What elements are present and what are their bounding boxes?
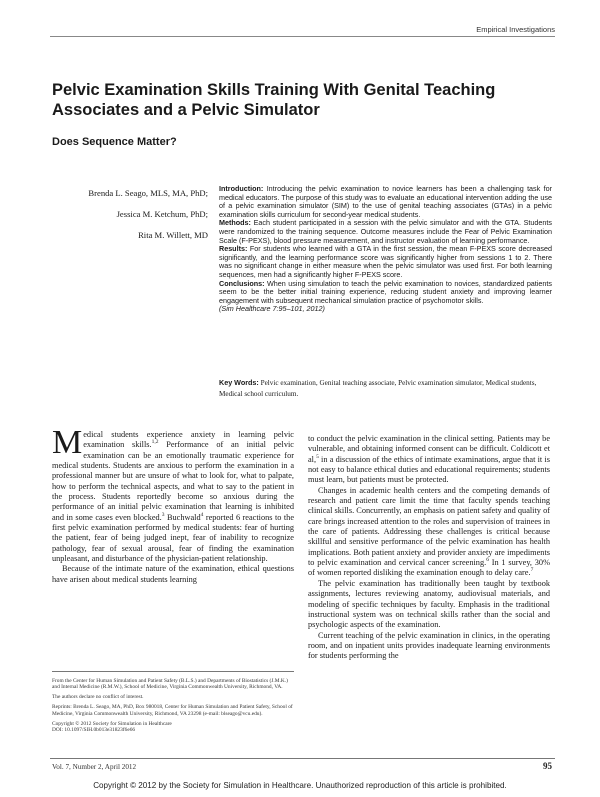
- abstract-text: For students who learned with a GTA in the first session, the mean F-PEXS score decreased significantly, and the learning performance score was significantly higher from sessions 1 to 2. There was no significant change in either measure when the pelvic simulator was used first. For both learning sequences, men had a significantly higher F-PEXS score.: [219, 244, 553, 279]
- reference-marker: 5: [316, 453, 319, 460]
- abstract-methods: [219, 219, 552, 245]
- body-paragraph: Changes in academic health centers and the competing demands of research and patient care limit the time that faculty spends teaching clinical skills. Concurrently, an emphasis on patient safety and quality of care brings increased attention to the roles and supervision of trainees in the care of patients. Addressing these challenges is critical because skillful and sensitive performance of the pelvic examination has health implications. Both patient anxiety and provider anxiety are impediments to pelvic examination and cervical cancer screening.$^6$ In 1 survey, 30% of women reported disliking the examination enough to delay care.$^7$: [308, 485, 550, 578]
- footnote-doi: DOI: 10.1097/SIH.0b013e31823f6e66: [52, 726, 136, 733]
- body-column-right: [308, 434, 550, 662]
- keywords-label: Key Words:: [219, 378, 259, 387]
- footnote-affiliation: From the Center for Human Simulation and Patient Safety (B.L.S.) and Departments of Biostatistics (J.M.K.) and Internal Medicine (R.M.W.), School of Medicine, Virginia Commonwealth University, Richmond, VA.: [52, 678, 288, 691]
- keywords-text: Pelvic examination, Genital teaching associate, Pelvic examination simulator, Medical students, Medical school curriculum.: [219, 379, 537, 398]
- page-number: 95: [543, 761, 552, 771]
- body-paragraph: Medical students experience anxiety in learning pelvic examination skills.$^{1,2}$ Performance of an initial pelvic examination can be an emotionally traumatic experience for medical students. Students are anxious to perform the examination in a professional manner but are unsure of what to look for, what to palpate, how to perform the technical aspects, and what to say to the patient in the process. Students reportedly become so anxious during the performance of an initial pelvic examination that learning is inhibited and in some cases even blocked.$^3$ Buchwald$^4$ reported 6 reactions to the first pelvic examination performed by medical students: fear of hurting the patient, fear of being judged inept, fear of inability to recognize pathology, fear of sexual arousal, fear of finding the examination unpleasant, and disturbance of the physician-patient relationship.: [52, 424, 295, 564]
- abstract-label: Introduction:: [219, 184, 264, 193]
- header-divider: [50, 36, 555, 37]
- footnote-conflict: The authors declare no conflict of interest.: [52, 694, 144, 701]
- abstract-text: When using simulation to teach the pelvic examination to novices, standardized patients seem to be the better initial training experience, reducing student anxiety and improving learner engagement with subsequent mechanical simulation practice of psychomotor skills.: [219, 278, 552, 305]
- abstract-label: Conclusions:: [219, 278, 265, 288]
- reference-marker: 6: [486, 557, 489, 564]
- author-name: Brenda L. Seago, MLS, MA, PhD;: [88, 188, 208, 198]
- body-column-left: [52, 424, 295, 585]
- reference-marker: 1,2: [151, 439, 159, 446]
- footnotes: [52, 678, 294, 737]
- author-name: Jessica M. Ketchum, PhD;: [116, 209, 208, 219]
- body-paragraph: Current teaching of the pelvic examination in clinics, in the operating room, and on inpatient units provides inadequate learning environments for students performing the: [308, 630, 550, 661]
- journal-citation: (Sim Healthcare 7:95–101, 2012): [219, 304, 325, 314]
- reference-marker: 3: [161, 511, 165, 518]
- article-subtitle: Does Sequence Matter?: [52, 136, 177, 148]
- keywords: [219, 377, 552, 400]
- body-paragraph: to conduct the pelvic examination in the clinical setting. Patients may be vulnerable, and obtaining informed consent can be difficult. Coldicott et al,$^5$ in a discussion of the ethics of intimate examinations, argue that it is not easy to balance ethical duties and educational requirements; students must learn, but patients must be protected.: [308, 434, 550, 485]
- section-label: Empirical Investigations: [476, 25, 555, 34]
- author-name: Rita M. Willett, MD: [138, 230, 208, 240]
- copyright-banner: Copyright © 2012 by the Society for Simulation in Healthcare. Unauthorized reproduction of this article is prohibited.: [93, 781, 507, 790]
- footnote-copyright: Copyright © 2012 Society for Simulation in Healthcare: [52, 720, 172, 727]
- article-title: Pelvic Examination Skills Training With Genital Teaching Associates and a Pelvic Simulator: [52, 81, 496, 119]
- abstract-introduction: [219, 185, 552, 219]
- footnote-divider: [52, 671, 294, 672]
- abstract-text: Introducing the pelvic examination to novice learners has been a challenging task for medical educators. The purpose of this study was to evaluate an educational intervention adding the use of a pelvic examination simulator (SIM) to the use of genital teaching associates (GTAs) in a pelvic examination skills curriculum for second-year medical students.: [219, 184, 552, 219]
- reference-marker: 7: [530, 567, 534, 574]
- author-list: [60, 183, 208, 246]
- footnote-reprints: Reprints: Brenda L. Seago, MA, PhD, Box 980018, Center for Human Simulation and Patient Safety, School of Medicine, Virginia Commonwealth University, Richmond, VA 23298 (e-mail: blseago@vcu.edu).: [52, 704, 293, 717]
- abstract-conclusions: [219, 280, 552, 306]
- abstract-label: Methods:: [219, 218, 251, 228]
- abstract: [219, 185, 552, 314]
- footer-divider: [50, 758, 555, 759]
- abstract-results: [219, 245, 552, 279]
- body-paragraph: Because of the intimate nature of the examination, ethical questions have arisen about medical students learning: [52, 564, 294, 584]
- drop-cap: M: [52, 424, 83, 461]
- abstract-text: Each student participated in a session with the pelvic simulator and with the GTA. Students were randomized to the training sequence. Outcome measures include the Fear of Pelvic Examination Scale (F-PEXS), blood pressure measurement, and instructor evaluation of learning performance.: [219, 218, 552, 245]
- abstract-label: Results:: [219, 244, 248, 254]
- volume-info: Vol. 7, Number 2, April 2012: [52, 763, 137, 771]
- body-paragraph: The pelvic examination has traditionally been taught by textbook assignments, lectures reviewing anatomy, audiovisual materials, and modeling of specific techniques by faculty. Emphasis in the traditional instructional system was on technical skills rather than the social and psychologic aspects of the examination.: [308, 578, 550, 630]
- reference-marker: 4: [200, 511, 204, 518]
